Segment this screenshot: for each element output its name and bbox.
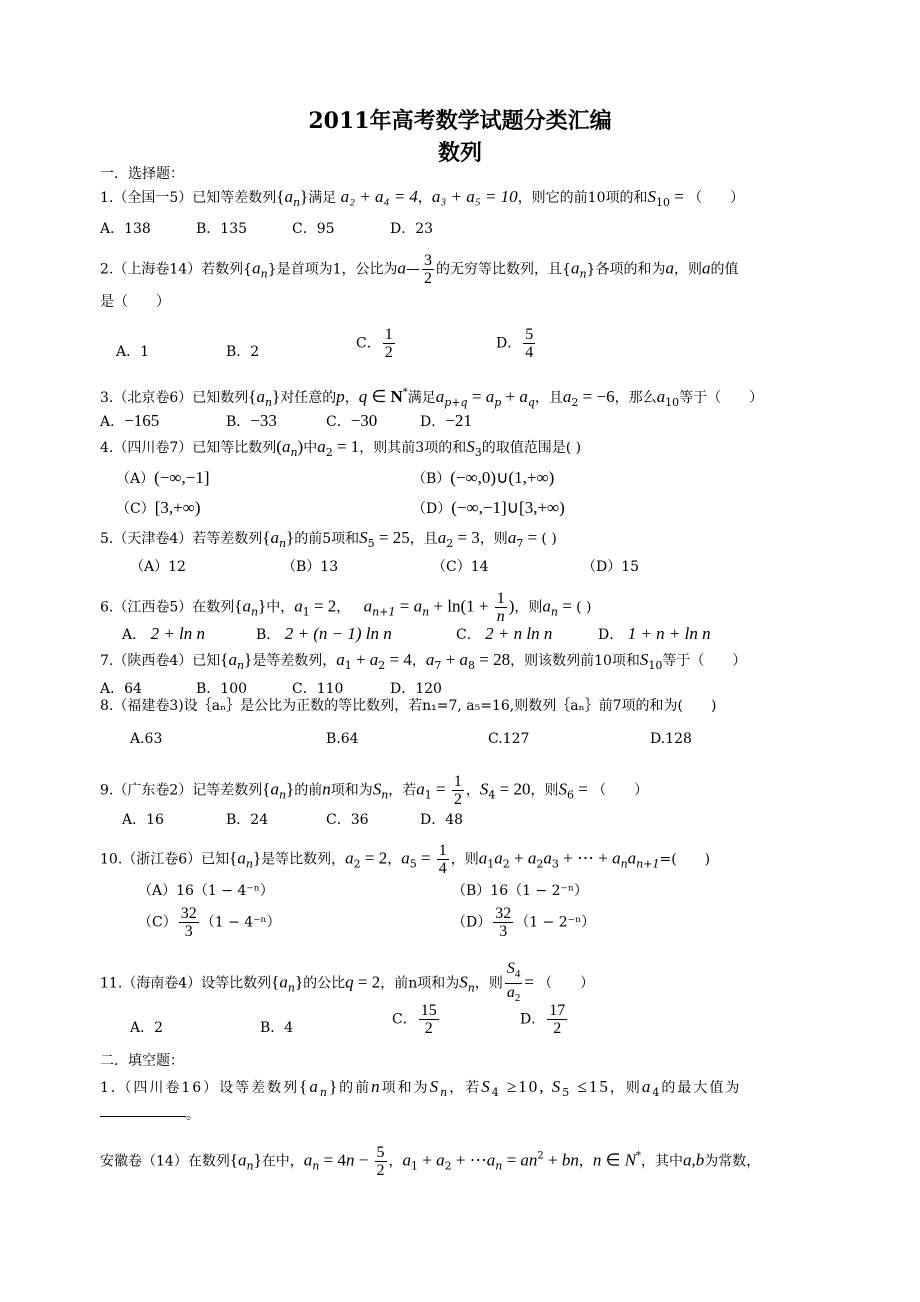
- q2-option-a: A．1: [116, 344, 150, 360]
- q11-option-b: B．4: [260, 1020, 294, 1036]
- q10-option-a: （A）16（1 − 4⁻ⁿ）: [138, 883, 274, 899]
- q7-option-a: A．64: [100, 681, 142, 697]
- q6-option-a: A． 2 + ln n: [122, 624, 206, 643]
- question-3: 3.（北京卷6）已知数列$\{a_n\}$对任意的p，q ∈ N*满足$a_{p+q} = a_p + a_q$，且$a_2 = -6$，那么$a_{10}$等于（ ）: [100, 387, 764, 409]
- q9-option-c: C．36: [326, 812, 369, 828]
- question-6: 6.（江西卷5）在数列$\{a_n\}$中，$a_1 = 2$， $a_{n+1} = a_n + \ln(1$ + $\frac{1}{n}$ )，则$a_n$ = ( ): [100, 590, 592, 625]
- q3-option-c: C．−30: [326, 411, 378, 430]
- q1-option-a: A．138: [100, 221, 151, 237]
- fill-question-2: 安徽卷（14）在数列$\{a_n\}$在中，$a_n = 4n$ − $\frac{5}{2}$ ，$a_1 + a_2$ + $\cdots a_n = an^2$ + bn，n ∈ N*，其中a,b为常数，: [100, 1144, 761, 1179]
- q8-option-a: A.63: [130, 731, 163, 747]
- q2-option-d: D． $\frac{5}{4}$: [496, 326, 534, 361]
- q10-option-c: （C） $\frac{32}{3}$ （1 − 4⁻ⁿ）: [138, 905, 281, 940]
- q11-option-d: D． $\frac{17}{2}$: [520, 1002, 566, 1037]
- q9-option-b: B．24: [226, 812, 269, 828]
- q5-option-a: （A）12: [130, 559, 186, 575]
- question-7: 7.（陕西卷4）已知$\{a_n\}$是等差数列，$a_1 + a_2 = 4$，$a_7 + a_8 = 28$，则该数列前10项和$S_{10}$等于（ ）: [100, 650, 747, 672]
- q1-option-c: C．95: [292, 221, 335, 237]
- question-9: 9.（广东卷2）记等差数列$\{a_n\}$的前n项和为$S_n$，若$a_1$ = $\frac{1}{2}$ ，$S_4 = 20$，则$S_6$ = （ ）: [100, 773, 649, 808]
- q8-option-d: D.128: [650, 731, 692, 747]
- q10-option-b: （B）16（1 − 2⁻ⁿ）: [452, 883, 588, 899]
- q2-option-c: C． $\frac{1}{2}$: [356, 326, 393, 361]
- q3-option-a: A．−165: [100, 411, 160, 430]
- answer-blank: [100, 1116, 186, 1117]
- question-4: 4.（四川卷7）已知等比数列$(a_n)$中$a_2 = 1$，则其前3项的和$S_3$的取值范围是( ): [100, 437, 582, 459]
- question-8: 8.（福建卷3)设｛aₙ｝是公比为正数的等比数列，若n₁=7, a₅=16,则数列｛aₙ｝前7项的和为( ): [100, 698, 717, 714]
- q9-option-a: A．16: [122, 812, 164, 828]
- section-heading: 一．选择题：: [100, 166, 184, 182]
- q4-option-d: （D）(−∞,−1]∪[3,+∞): [412, 498, 565, 517]
- q7-option-c: C．110: [292, 681, 344, 697]
- q6-option-b: B． 2 + (n − 1) ln n: [256, 624, 392, 643]
- q5-option-c: （C）14: [432, 559, 489, 575]
- q1-option-d: D．23: [390, 221, 434, 237]
- page-subtitle: 数列: [437, 140, 482, 166]
- question-2: 2.（上海卷14）若数列$\{a_n\}$是首项为1，公比为a— $\frac{3}{2}$ 的无穷等比数列，且$\{a_n\}$各项的和为a，则a的值: [100, 252, 739, 287]
- q10-option-d: （D） $\frac{32}{3}$ （1 − 2⁻ⁿ）: [452, 905, 596, 940]
- q8-option-b: B.64: [326, 731, 359, 747]
- q5-option-d: （D）15: [582, 559, 640, 575]
- q6-option-c: C． 2 + n ln n: [456, 624, 553, 643]
- q4-option-b: （B）(−∞,0)∪(1,+∞): [412, 468, 555, 487]
- q1-option-b: B．135: [196, 221, 248, 237]
- question-10: 10.（浙江卷6）已知$\{a_n\}$是等比数列，$a_2 = 2$，$a_5$ = $\frac{1}{4}$ ，则$a_1a_2 + a_2a_3$ + ⋯ + $a_na_{n+1}=$( ): [100, 842, 711, 877]
- q8-option-c: C.127: [488, 731, 530, 747]
- page-title: 2011年高考数学试题分类汇编: [308, 108, 612, 134]
- q4-option-c: （C）[3,+∞): [116, 498, 201, 517]
- q2-option-b: B．2: [226, 344, 260, 360]
- q7-option-b: B．100: [196, 681, 248, 697]
- question-1: 1.（全国一5）已知等差数列$\{a_n\}$满足 a₂ + a₄ = 4，a₃ + a₅ = 10，则它的前10项的和$S_{10}$ = （ ）: [100, 187, 745, 209]
- q3-option-b: B．−33: [226, 411, 277, 430]
- question-5: 5.（天津卷4）若等差数列$\{a_n\}$的前5项和$S_5 = 25$，且$a_2 = 3$，则$a_7$ = ( ): [100, 528, 557, 550]
- question-2-line2: 是（ ）: [100, 294, 170, 310]
- q4-option-a: （A）(−∞,−1]: [116, 468, 210, 487]
- q5-option-b: （B）13: [282, 559, 339, 575]
- q11-option-a: A．2: [130, 1020, 164, 1036]
- q9-option-d: D．48: [420, 812, 464, 828]
- q7-option-d: D．120: [390, 681, 442, 697]
- q6-option-d: D． 1 + n + ln n: [598, 624, 711, 643]
- q3-option-d: D．−21: [420, 411, 472, 430]
- q11-option-c: C． $\frac{15}{2}$: [392, 1002, 437, 1037]
- section-heading-2: 二．填空题：: [100, 1053, 184, 1069]
- fill-question-1-blank: 。: [100, 1106, 200, 1124]
- fill-question-1: 1.（四川卷16）设等差数列$\{a_n\}$的前n项和为$S_n$，若$S_4 \ge 10$, $S_5 \le 15$，则$a_4$的最大值为: [100, 1077, 742, 1099]
- question-11: 11.（海南卷4）设等比数列$\{a_n\}$的公比q = 2，前n项和为$S_n$，则 $\frac{S_4}{a_2}$ = （ ）: [100, 960, 594, 1007]
